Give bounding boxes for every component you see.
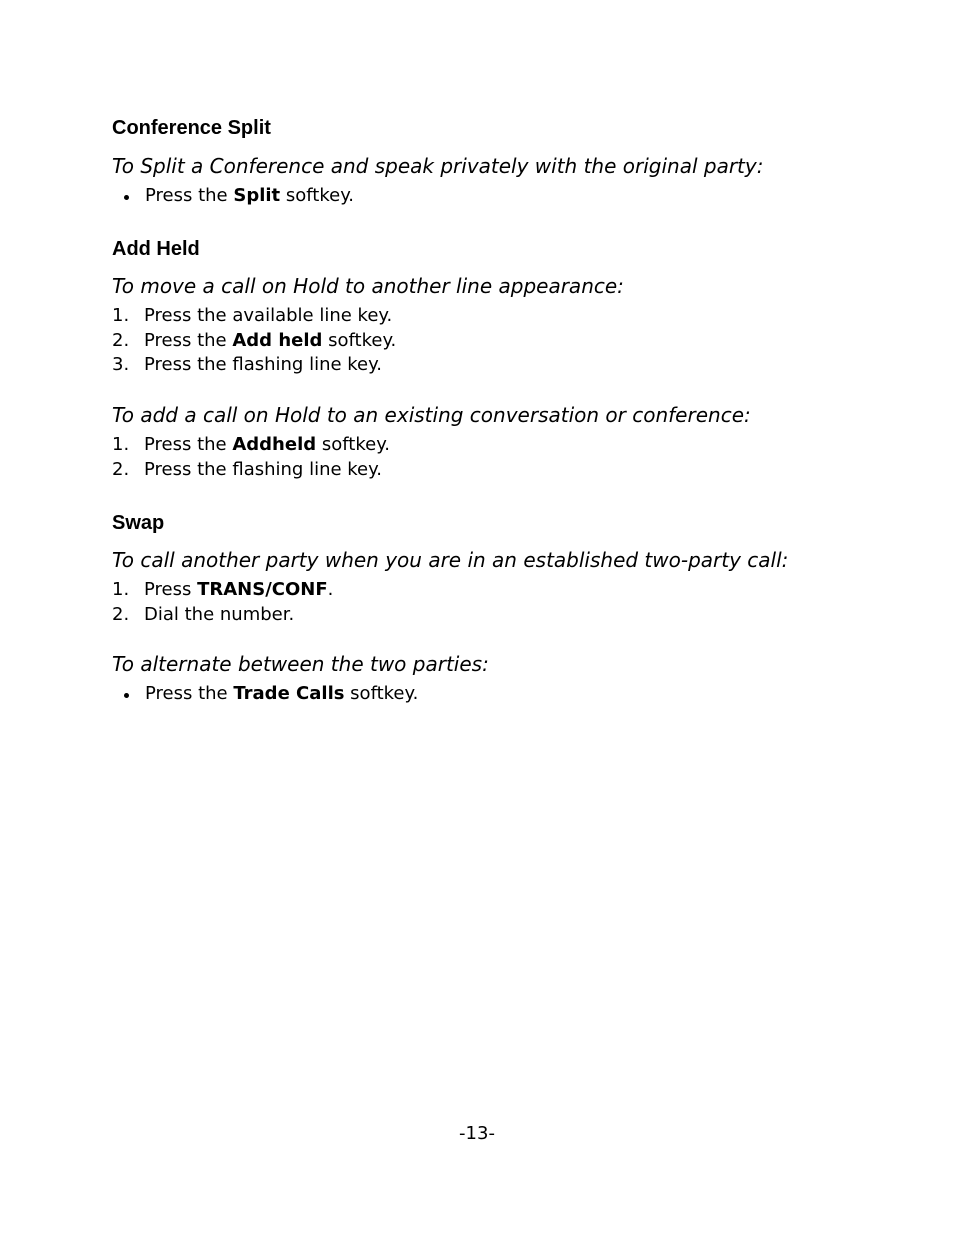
procedure-intro-split-conference: To Split a Conference and speak privately with the original party: xyxy=(112,154,764,178)
section-heading-add-held: Add Held xyxy=(112,238,200,260)
softkey-name: Add held xyxy=(232,329,323,351)
procedure-intro-alternate-parties: To alternate between the two parties: xyxy=(112,652,489,676)
section-heading-swap: Swap xyxy=(112,512,165,534)
step-text: Press the Addheld softkey. xyxy=(144,434,390,455)
step-number: 1. xyxy=(112,579,130,600)
key-name: TRANS/CONF xyxy=(197,579,328,600)
step-number: 3. xyxy=(112,354,130,375)
step-text: Dial the number. xyxy=(144,603,295,625)
step-number: 2. xyxy=(112,458,130,480)
step-number: 2. xyxy=(112,329,130,351)
step-text: Press the available line key. xyxy=(144,305,393,326)
section-heading-conference-split: Conference Split xyxy=(112,117,271,139)
procedure-intro-add-hold: To add a call on Hold to an existing conversation or conference: xyxy=(112,403,751,427)
step-text: Press the flashing line key. xyxy=(144,354,382,375)
step-text: Press TRANS/CONF. xyxy=(144,579,334,600)
bullet-icon xyxy=(124,693,129,698)
softkey-name: Addheld xyxy=(232,434,317,455)
step-text: Press the Split softkey. xyxy=(145,185,355,206)
step-number: 1. xyxy=(112,305,130,326)
step-text: Press the flashing line key. xyxy=(144,458,382,480)
step-number: 1. xyxy=(112,434,130,455)
page-number: -13- xyxy=(459,1123,495,1144)
step-text: Press the Trade Calls softkey. xyxy=(145,683,419,704)
softkey-name: Split xyxy=(233,185,281,206)
document-page xyxy=(112,0,852,1235)
procedure-intro-call-another-party: To call another party when you are in an established two-party call: xyxy=(112,548,789,572)
step-text: Press the Add held softkey. xyxy=(144,329,397,351)
procedure-intro-move-hold: To move a call on Hold to another line appearance: xyxy=(112,274,624,298)
step-number: 2. xyxy=(112,603,130,625)
softkey-name: Trade Calls xyxy=(233,683,345,704)
bullet-icon xyxy=(124,195,129,200)
